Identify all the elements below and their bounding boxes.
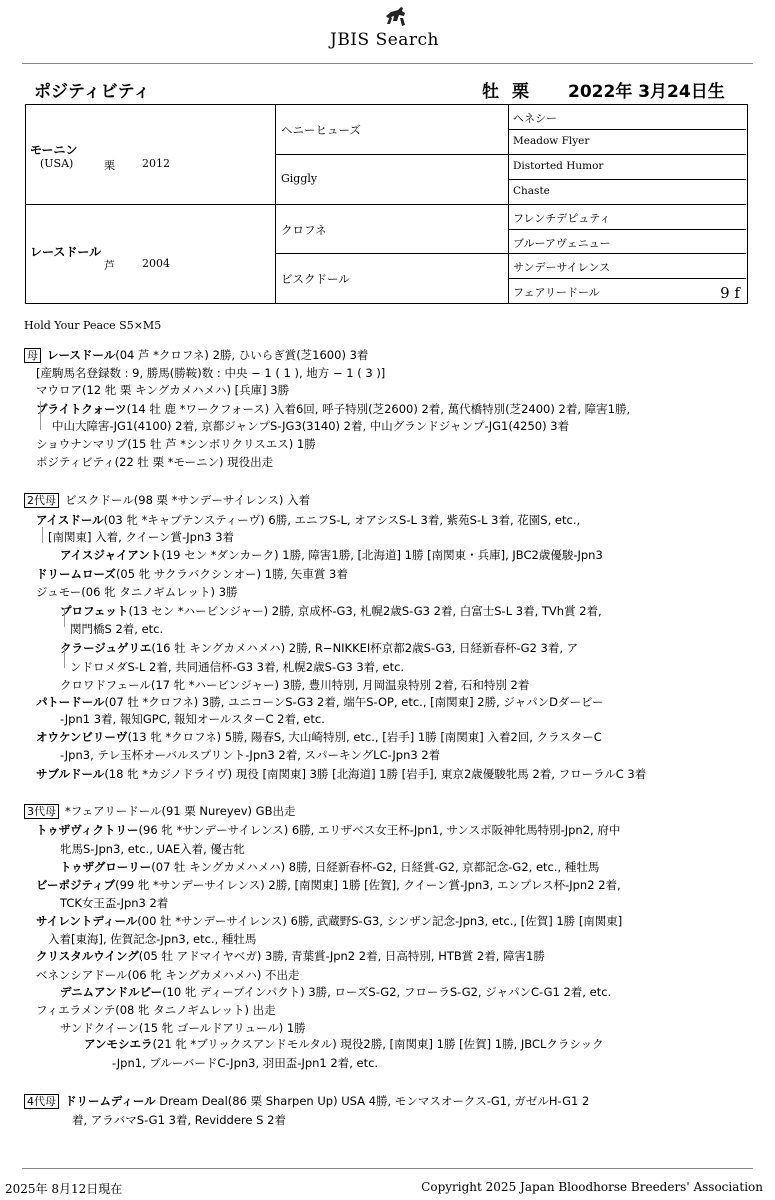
record-text: (13 牝 *クロフネ) 5勝, 陽春S, 大山崎特別, etc., [岩手] 1勝 [南関東] 入着2回, クラスターC xyxy=(127,730,602,744)
record-text: ンドロメダS-L 2着, 共同通信杯-G3 3着, 札幌2歳S-G3 3着, etc. xyxy=(70,660,405,674)
record-line xyxy=(36,967,299,983)
horse-link[interactable]: トゥザグローリー xyxy=(60,860,152,874)
sdd-name[interactable]: Chaste xyxy=(513,185,550,197)
record-text: (05 牝 サクラバクシンオー) 1勝, 矢車賞 3着 xyxy=(115,567,348,581)
record-text: クロワドフェール(17 牝 *ハービンジャー) 3勝, 豊川特別, 月岡温泉特別 2着, 石和特別 2着 xyxy=(60,678,530,692)
record-line xyxy=(60,711,325,727)
record-line xyxy=(36,913,622,929)
record-line xyxy=(36,1002,276,1018)
record-line xyxy=(48,931,256,947)
record-line xyxy=(60,640,578,656)
sire-name[interactable]: モーニン xyxy=(30,143,78,157)
record-line xyxy=(36,948,545,964)
record-text: (19 セン *ダンカーク) 1勝, 障害1勝, [北海道] 1勝 [南関東・兵庫], JBC2歳優駿-Jpn3 xyxy=(161,548,603,562)
record-text: ショウナンマリブ(15 牡 芦 *シンボリクリスエス) 1勝 xyxy=(36,437,316,451)
record-text: [南関東] 入着, クイーン賞-Jpn3 3着 xyxy=(48,530,235,544)
dsd-name[interactable]: ブルーアヴェニュー xyxy=(513,237,611,250)
record-text: (00 牡 *サンデーサイレンス) 6勝, 武蔵野S-G3, シンザン記念-Jpn3, etc., [佐賀] 1勝 [南関東] xyxy=(137,914,623,928)
horse-link[interactable]: プロフェット xyxy=(60,604,129,618)
horse-link[interactable]: アイスドール xyxy=(36,513,104,527)
record-line xyxy=(60,984,611,1000)
record-text: [産駒馬名登録数 : 9, 勝馬(勝鞍)数 : 中央 − 1 ( 1 ), 地方 − 1 ( 3 )] xyxy=(36,366,386,380)
record-text: 牝馬S-Jpn3, etc., UAE入着, 優古牝 xyxy=(60,842,245,856)
record-line xyxy=(36,566,348,582)
record-text: (21 牝 *ブリックスアンドモルタル) 現役2勝, [南関東] 1勝 [佐賀] 1勝, JBCLクラシック xyxy=(152,1037,604,1051)
record-line xyxy=(60,859,599,875)
record-text: (16 牡 キングカメハメハ) 2勝, R−NIKKEI杯京都2歳S-G3, 日経新春杯-G2 3着, ア xyxy=(151,641,579,655)
pedigree-sd-cell xyxy=(276,155,509,205)
record-text: (05 牡 アドマイヤベガ) 3勝, 青葉賞-Jpn2 2着, 日高特別, HTB賞 2着, 障害1勝 xyxy=(138,949,545,963)
dds-name[interactable]: サンデーサイレンス xyxy=(513,261,611,274)
record-text: ポジティビティ(22 牡 栗 *モーニン) 現役出走 xyxy=(36,455,274,469)
record-text: 入着[東海], 佐賀記念-Jpn3, etc., 種牡馬 xyxy=(48,932,257,946)
record-line xyxy=(24,803,296,819)
horse-link[interactable]: ビーポジティブ xyxy=(36,878,116,892)
horse-link[interactable]: クリスタルウイング xyxy=(36,949,139,963)
ssd-name[interactable]: Meadow Flyer xyxy=(513,135,590,147)
record-line xyxy=(36,454,273,470)
generation-tag: 3代母 xyxy=(24,804,59,819)
sd-name[interactable]: Giggly xyxy=(281,172,318,185)
record-line xyxy=(36,512,580,528)
record-line xyxy=(70,621,163,637)
generation-tag: 母 xyxy=(24,348,41,363)
horse-link[interactable]: デニムアンドルビー xyxy=(60,985,163,999)
record-line xyxy=(36,822,620,838)
record-text: *フェアリードール(91 栗 Nureyev) GB出走 xyxy=(65,804,296,818)
record-text: (10 牝 ディープインパクト) 3勝, ローズS-G2, フローラS-G2, ジャパンC-G1 2着, etc. xyxy=(162,985,612,999)
family-number: 9 f xyxy=(720,284,740,302)
record-text: (13 セン *ハービンジャー) 2勝, 京成杯-G3, 札幌2歳S-G3 2着, 白富士S-L 3着, TVh賞 2着, xyxy=(128,604,602,618)
dam-name[interactable]: レースドール xyxy=(30,245,102,259)
sss-name[interactable]: ヘネシー xyxy=(513,112,557,125)
record-line xyxy=(60,1020,306,1036)
record-line xyxy=(36,382,289,398)
jbis-search-logo[interactable] xyxy=(330,6,460,52)
record-text: (07 牡 キングカメハメハ) 8勝, 日経新春杯-G2, 日経賞-G2, 京都記念-G2, etc., 種牡馬 xyxy=(151,860,600,874)
pedigree-sss-cell xyxy=(509,105,746,130)
horse-link[interactable]: ドリームローズ xyxy=(36,567,116,581)
horse-color: 栗 xyxy=(512,82,529,102)
record-text: サンドクイーン(15 牝 ゴールドアリュール) 1勝 xyxy=(60,1021,306,1035)
record-line xyxy=(36,766,646,782)
record-text: (07 牡 *クロフネ) 3勝, ユニコーンS-G3 2着, 端午S-OP, etc., [南関東] 2勝, ジャパンDダービー xyxy=(104,695,604,709)
footer-date: 2025年 8月12日現在 xyxy=(5,1182,123,1196)
sire-color: 栗 xyxy=(104,159,115,172)
ddd-name[interactable]: フェアリードール xyxy=(513,286,600,299)
horse-link[interactable]: サイレントディール xyxy=(36,914,138,928)
record-text: (18 牝 *カジノドライヴ) 現役 [南関東] 3勝 [北海道] 1勝 [岩手], 東京2歳優駿牝馬 2着, フローラルC 3着 xyxy=(104,767,647,781)
pedigree-table xyxy=(25,104,748,304)
record-line xyxy=(112,1055,378,1071)
inbreeding-note: Hold Your Peace S5×M5 xyxy=(24,319,162,332)
generation-tag: 4代母 xyxy=(24,1094,59,1109)
horse-link[interactable]: アンモシエラ xyxy=(84,1037,153,1051)
record-text: ビスクドール(98 栗 *サンデーサイレンス) 入着 xyxy=(65,493,311,507)
dam-color: 芦 xyxy=(104,259,115,272)
dss-name[interactable]: フレンチデピュティ xyxy=(513,212,611,225)
record-line xyxy=(72,1112,286,1128)
ds-name[interactable]: クロフネ xyxy=(281,223,327,237)
record-line xyxy=(60,895,168,911)
record-line xyxy=(24,347,368,363)
generation-tag: 2代母 xyxy=(24,493,59,508)
record-line xyxy=(52,418,569,434)
horse-link[interactable]: オウケンビリーヴ xyxy=(36,730,128,744)
record-line xyxy=(60,603,602,619)
record-text: フィエラメンテ(08 牝 タニノギムレット) 出走 xyxy=(36,1003,276,1017)
record-text: (96 牝 *サンデーサイレンス) 6勝, エリザベス女王杯-Jpn1, サンスポ阪神牝馬特別-Jpn2, 府中 xyxy=(138,823,621,837)
indent-bar xyxy=(42,527,43,543)
horse-sex: 牡 xyxy=(482,82,499,102)
record-text: ベネンシアドール(06 牝 キングカメハメハ) 不出走 xyxy=(36,968,300,982)
record-text: TCK女王盃-Jpn3 2着 xyxy=(60,896,169,910)
record-text: (14 牡 鹿 *ワークフォース) 入着6回, 呼子特別(芝2600) 2着, 萬代橋特別(芝2400) 2着, 障害1勝, xyxy=(126,402,631,416)
dd-name[interactable]: ビスクドール xyxy=(281,272,350,286)
horse-link[interactable]: レースドール xyxy=(47,348,116,362)
sire-year: 2012 xyxy=(142,157,170,170)
record-line xyxy=(60,547,603,563)
sire-origin: (USA) xyxy=(40,157,74,170)
record-text: (03 牝 *キャプテンスティーヴ) 6勝, エニフS-L, オアシスS-L 3着, 紫苑S-L 3着, 花園S, etc., xyxy=(103,513,581,527)
record-text: ジュモー(06 牝 タニノギムレット) 3勝 xyxy=(36,585,238,599)
record-line xyxy=(60,677,529,693)
pedigree-dd-cell xyxy=(276,254,509,303)
record-text: -Jpn3, テレ玉杯オーバルスプリント-Jpn3 2着, スパーキングLC-Jpn3 2着 xyxy=(60,748,441,762)
indent-bar xyxy=(64,608,65,627)
pedigree-sds-cell xyxy=(509,155,746,180)
indent-bar xyxy=(64,648,65,668)
horse-link[interactable]: ブライトクォーツ xyxy=(36,402,127,416)
record-line xyxy=(24,492,310,508)
pedigree-dss-cell xyxy=(509,205,746,230)
record-text: Dream Deal(86 栗 Sharpen Up) USA 4勝, モンマスオークス-G1, ガゼルH-G1 2 xyxy=(155,1094,590,1108)
footer-divider xyxy=(22,1168,753,1169)
record-text: 中山大障害-JG1(4100) 2着, 京都ジャンプS-JG3(3140) 2着, 中山グランドジャンプ-JG1(4250) 3着 xyxy=(52,419,570,433)
pedigree-dsd-cell xyxy=(509,230,746,254)
record-line xyxy=(36,729,602,745)
record-line xyxy=(36,365,385,381)
record-line xyxy=(24,1093,589,1109)
record-line xyxy=(36,877,621,893)
pedigree-ds-cell xyxy=(276,205,509,254)
record-text: (99 牝 *サンデーサイレンス) 2勝, [南関東] 1勝 [佐賀], クイーン賞-Jpn3, エンプレス杯-Jpn2 2着, xyxy=(115,878,621,892)
footer-copyright: Copyright 2025 Japan Bloodhorse Breeders' Association xyxy=(421,1180,763,1194)
horse-link[interactable]: パトードール xyxy=(36,695,105,709)
logo-text: JBIS Search xyxy=(330,30,440,50)
horse-link[interactable]: アイスジャイアント xyxy=(60,548,162,562)
record-text: マウロア(12 牝 栗 キングカメハメハ) [兵庫] 3勝 xyxy=(36,383,290,397)
pedigree-ssd-cell xyxy=(509,130,746,155)
pedigree-sire-cell xyxy=(26,105,276,205)
horse-link[interactable]: トゥザヴィクトリー xyxy=(36,823,139,837)
pedigree-ddd-cell xyxy=(509,279,746,303)
record-text: -Jpn1 3着, 報知GPC, 報知オールスターC 2着, etc. xyxy=(60,712,325,726)
pedigree-sdd-cell xyxy=(509,180,746,205)
record-line xyxy=(60,747,440,763)
pedigree-ss-cell xyxy=(276,105,509,155)
record-text: 着, アラバマS-G1 3着, Reviddere S 2着 xyxy=(72,1113,286,1127)
sds-name[interactable]: Distorted Humor xyxy=(513,160,604,172)
horse-name: ポジティビティ xyxy=(34,82,151,102)
dam-year: 2004 xyxy=(142,257,170,270)
record-line xyxy=(84,1036,604,1052)
ss-name[interactable]: ヘニーヒューズ xyxy=(281,123,361,137)
pedigree-dds-cell xyxy=(509,254,746,279)
record-line xyxy=(60,841,245,857)
horse-link[interactable]: サブルドール xyxy=(36,767,105,781)
horse-link[interactable]: クラージュゲリエ xyxy=(60,641,152,655)
record-line xyxy=(36,436,316,452)
record-text: (04 芦 *クロフネ) 2勝, ひいらぎ賞(芝1600) 3着 xyxy=(115,348,369,362)
horse-birthdate: 2022年 3月24日生 xyxy=(568,82,725,102)
horse-link[interactable]: ドリームディール xyxy=(65,1094,156,1108)
record-text: -Jpn1, ブルーバードC-Jpn3, 羽田盃-Jpn1 2着, etc. xyxy=(112,1056,379,1070)
record-line xyxy=(36,584,238,600)
record-line xyxy=(36,401,630,417)
record-text: 関門橋S 2着, etc. xyxy=(70,622,164,636)
pedigree-dam-cell xyxy=(26,205,276,303)
record-line xyxy=(36,694,604,710)
record-line xyxy=(48,529,234,545)
header-divider xyxy=(22,63,753,64)
indent-bar xyxy=(40,401,41,430)
record-line xyxy=(70,659,404,675)
